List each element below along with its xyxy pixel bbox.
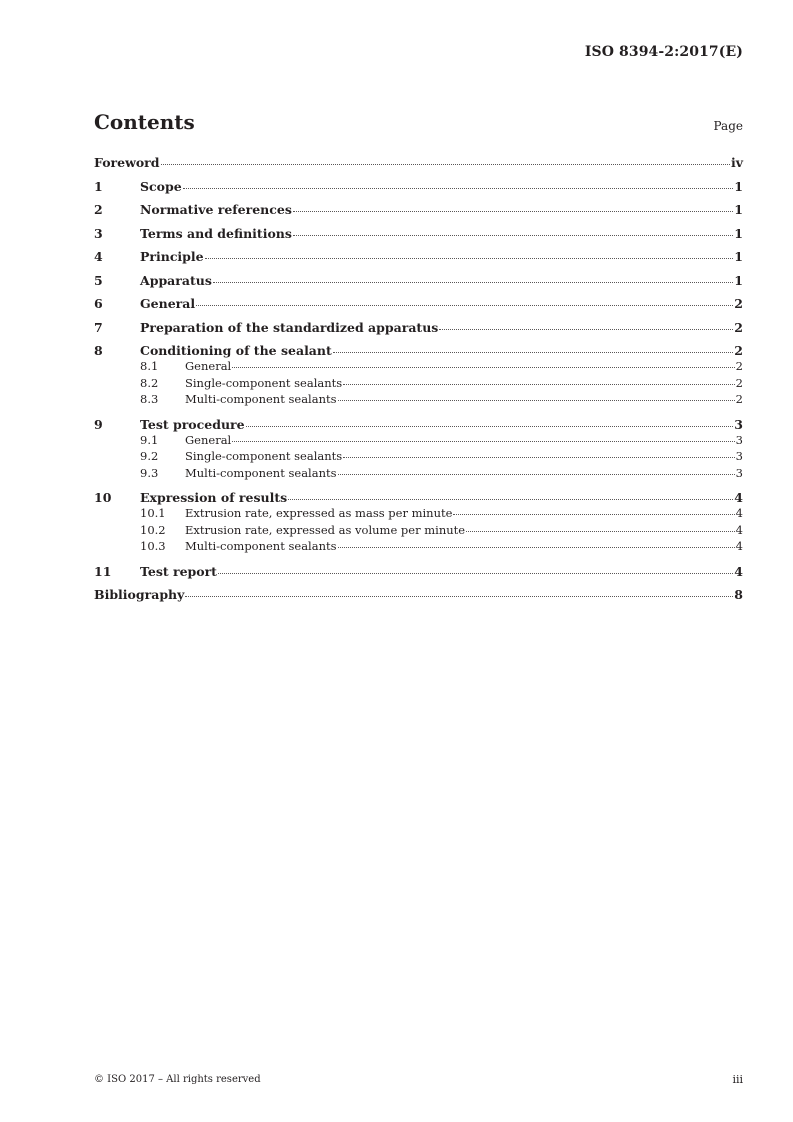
toc-entry-3[interactable] [94, 226, 743, 242]
toc-entry-number: 3 [94, 225, 103, 241]
toc-entry-number: 10 [94, 490, 112, 505]
toc-entry-number: 11 [94, 563, 112, 579]
dot-leader [293, 234, 733, 236]
toc-entry-label: Bibliography [94, 587, 185, 602]
toc-entry-page: 3 [734, 416, 743, 432]
toc-subentry-8-2[interactable] [94, 376, 743, 393]
toc-entry-number: 6 [94, 296, 103, 311]
toc-subentry-label: Extrusion rate, expressed as volume per minute [185, 522, 466, 537]
toc-entry-page: 1 [734, 178, 743, 194]
dot-leader [161, 163, 730, 165]
toc-entry-10[interactable] [94, 490, 743, 506]
toc-subentry-number: 8.1 [140, 359, 159, 373]
toc-entry-label: Test procedure [140, 416, 245, 432]
toc-subentry-8-1[interactable] [94, 359, 743, 376]
toc-entry-number: 7 [94, 319, 103, 335]
toc-subentry-page: 3 [735, 432, 743, 447]
toc-subentry-label: Multi-component sealants [185, 539, 337, 553]
toc-subentry-page: 4 [735, 539, 743, 553]
toc-subentry-label: Single-component sealants [185, 375, 343, 390]
page-column-label: Page [713, 119, 743, 133]
toc-subentry-page: 2 [735, 359, 743, 373]
document-id-header: ISO 8394-2:2017(E) [584, 44, 743, 60]
dot-leader [466, 530, 735, 532]
toc-subentry-number: 8.2 [140, 375, 159, 390]
dot-leader [453, 513, 734, 515]
dot-leader [213, 281, 733, 283]
toc-entry-6[interactable] [94, 296, 743, 312]
dot-leader [338, 546, 735, 548]
dot-leader [288, 498, 733, 500]
toc-subentry-page: 4 [735, 522, 743, 537]
toc-entry-page: 2 [734, 343, 743, 358]
toc-entry-7[interactable] [94, 320, 743, 336]
toc-entry-number: 5 [94, 272, 103, 288]
toc-entry-label: Normative references [140, 202, 292, 217]
dot-leader [218, 572, 733, 574]
toc-subentry-number: 8.3 [140, 392, 159, 406]
toc-entry-label: Principle [140, 249, 204, 264]
toc-subentry-label: General [185, 359, 232, 373]
toc-subentry-10-1[interactable] [94, 506, 743, 523]
toc-subentry-9-1[interactable] [94, 433, 743, 450]
toc-subentry-number: 10.2 [140, 522, 166, 537]
toc-subentry-page: 2 [735, 392, 743, 406]
toc-subentry-page: 3 [735, 449, 743, 463]
toc-entry-page: 4 [734, 490, 743, 505]
dot-leader [205, 257, 734, 259]
toc-entry-label: Terms and definitions [140, 225, 292, 241]
dot-leader [439, 328, 733, 330]
toc-subentry-number: 10.1 [140, 506, 166, 520]
toc-entry-page: 8 [734, 587, 743, 602]
dot-leader [343, 383, 735, 385]
toc-subentry-label: Multi-component sealants [185, 465, 337, 480]
toc-subentry-9-3[interactable] [94, 466, 743, 483]
toc-subentry-number: 9.3 [140, 465, 159, 480]
toc-entry-number: 8 [94, 343, 103, 358]
dot-leader [343, 456, 735, 458]
toc-entry-11[interactable] [94, 564, 743, 580]
toc-entry-4[interactable] [94, 249, 743, 265]
toc-entry-9[interactable] [94, 417, 743, 433]
toc-subentry-number: 9.1 [140, 432, 159, 447]
toc-entry-foreword[interactable] [94, 155, 743, 171]
toc-subentry-8-3[interactable] [94, 392, 743, 409]
toc-subentry-number: 9.2 [140, 449, 159, 463]
dot-leader [246, 425, 734, 427]
dot-leader [232, 440, 734, 442]
toc-subentry-10-3[interactable] [94, 539, 743, 556]
dot-leader [185, 595, 733, 597]
toc-entry-page: 1 [734, 202, 743, 217]
toc-entry-page: 1 [734, 225, 743, 241]
dot-leader [196, 304, 733, 306]
toc-subentry-page: 3 [735, 465, 743, 480]
toc-entry-label: Apparatus [140, 272, 212, 288]
dot-leader [333, 351, 734, 353]
toc-entry-label: Conditioning of the sealant [140, 343, 332, 358]
toc-entry-8[interactable] [94, 343, 743, 359]
toc-entry-5[interactable] [94, 273, 743, 289]
toc-subentry-10-2[interactable] [94, 523, 743, 540]
title-row [94, 110, 743, 140]
toc-subentry-number: 10.3 [140, 539, 166, 553]
toc-entry-1[interactable] [94, 179, 743, 195]
toc-entry-label: Scope [140, 178, 182, 194]
dot-leader [183, 187, 734, 189]
dot-leader [232, 366, 734, 368]
toc-entry-page: 1 [734, 272, 743, 288]
dot-leader [293, 210, 733, 212]
toc-subentry-label: Single-component sealants [185, 449, 343, 463]
toc-entry-bibliography[interactable] [94, 587, 743, 603]
toc-entry-label: Test report [140, 563, 217, 579]
toc-entry-page: 1 [734, 249, 743, 264]
toc-entry-label: Foreword [94, 155, 160, 170]
dot-leader [338, 473, 735, 475]
toc-entry-number: 4 [94, 249, 103, 264]
copyright-footer: © ISO 2017 – All rights reserved [94, 1074, 261, 1085]
toc-subentry-9-2[interactable] [94, 449, 743, 466]
toc-subentry-page: 2 [735, 375, 743, 390]
toc-entry-page: iv [730, 155, 743, 170]
toc-entry-number: 1 [94, 178, 103, 194]
toc-entry-number: 9 [94, 416, 103, 432]
toc-subentry-page: 4 [735, 506, 743, 520]
toc-entry-2[interactable] [94, 202, 743, 218]
toc-subentry-label: Multi-component sealants [185, 392, 337, 406]
toc-entry-page: 2 [734, 296, 743, 311]
toc-entry-label: Preparation of the standardized apparatus [140, 319, 439, 335]
toc-entry-number: 2 [94, 202, 103, 217]
dot-leader [338, 399, 735, 401]
page-title: Contents [94, 110, 195, 134]
toc-entry-page: 2 [734, 319, 743, 335]
toc-subentry-label: Extrusion rate, expressed as mass per minute [185, 506, 453, 520]
toc-entry-page: 4 [734, 563, 743, 579]
toc-entry-label: Expression of results [140, 490, 288, 505]
toc-entry-label: General [140, 296, 196, 311]
page-number-footer: iii [732, 1073, 743, 1086]
table-of-contents [94, 155, 743, 603]
toc-subentry-label: General [185, 432, 232, 447]
